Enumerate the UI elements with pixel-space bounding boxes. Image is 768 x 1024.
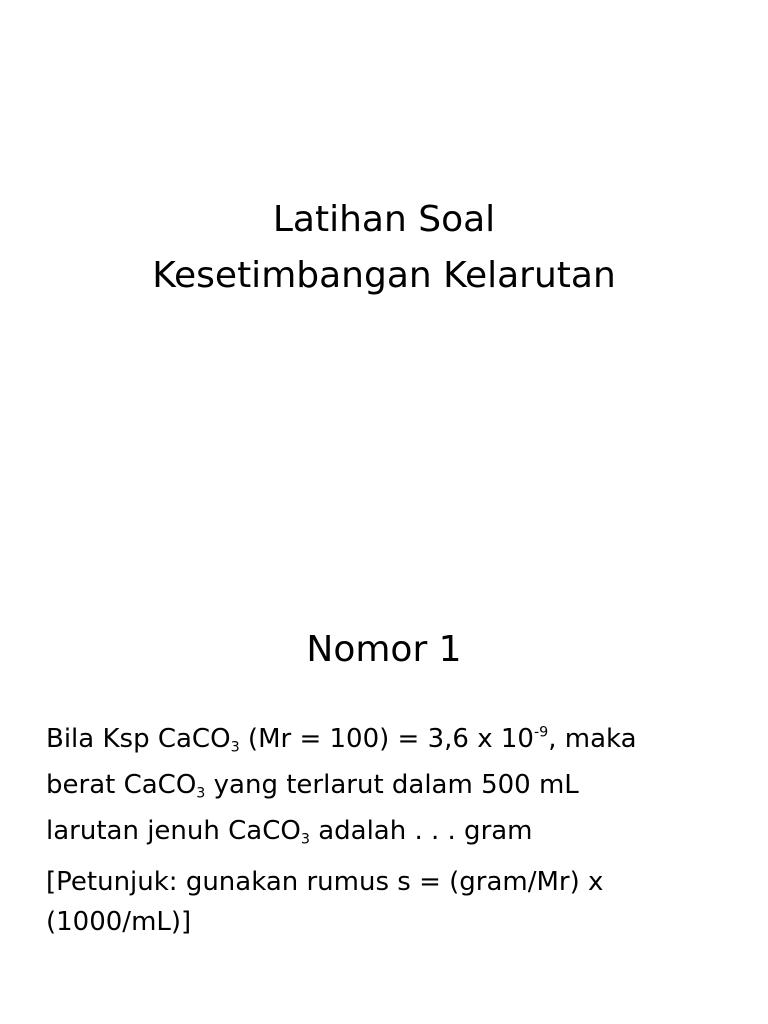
title-line-1: Latihan Soal xyxy=(272,199,496,240)
hint-line-2: (1000/mL)] xyxy=(46,907,192,937)
question-line-2-text-b: yang terlarut dalam 500 mL xyxy=(205,770,579,800)
question-line-3-text-a: larutan jenuh CaCO xyxy=(46,816,301,846)
question-line-3 xyxy=(46,808,736,854)
question-line-2 xyxy=(46,762,736,808)
presentation-title xyxy=(0,192,768,304)
question-line-2-text-a: berat CaCO xyxy=(46,770,197,800)
question-body xyxy=(46,716,736,950)
hint-line-1: [Petunjuk: gunakan rumus s = (gram/Mr) x xyxy=(46,867,604,897)
question-line-3-text-b: adalah . . . gram xyxy=(309,816,533,846)
slide-question-1 xyxy=(0,512,768,1024)
subscript-3: 3 xyxy=(196,785,206,802)
question-line-1-text-c: , maka xyxy=(548,724,637,754)
question-line-1 xyxy=(46,716,736,762)
question-heading: Nomor 1 xyxy=(306,629,462,670)
subscript-3: 3 xyxy=(230,739,240,756)
title-line-2: Kesetimbangan Kelarutan xyxy=(152,255,616,296)
hint-text xyxy=(46,862,736,942)
subscript-3: 3 xyxy=(300,831,310,848)
exponent: -9 xyxy=(533,724,549,741)
question-line-1-text-b: (Mr = 100) = 3,6 x 10 xyxy=(239,724,534,754)
question-text xyxy=(46,716,736,854)
question-line-1-text-a: Bila Ksp CaCO xyxy=(46,724,231,754)
